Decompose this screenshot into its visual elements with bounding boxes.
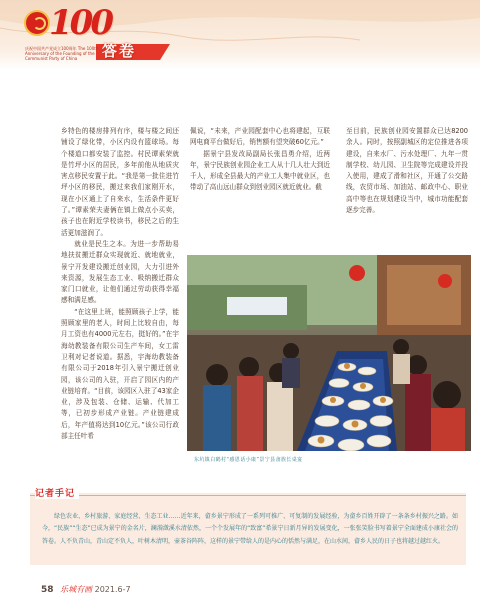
article-column-3 [346, 126, 468, 216]
article-paragraph: 据景宁县发改局副局长张昌勇介绍，近两年，景宁民族创业园企业工人从十几人壮大到近千人，形成全县最大的产业工人集中就业区，也带动了高山远山群众到创业园区就近就业。截 [190, 149, 330, 192]
editor-note-divider [30, 495, 466, 496]
issue-date: 2021.6-7 [94, 585, 131, 594]
article-paragraph: 乡特色的楼房排列有序，楼与楼之间还铺设了绿化带，小区内设有篮球场。每个楼道口都安装了监控。村民谭素荣就是竹坪小区的居民，多年前他从地质灾害点移民安置于此。“我是第一批住进竹坪小区的移民，搬过来我们家刚开水，现在小区通上了自来水，生活条件更好了。”谭素荣夫妻俩在镇上做点小买卖，孩子也在附近学校读书，移民之后的生活更加滋润了。 [61, 127, 179, 237]
editor-note-title: 记者手记 [35, 486, 79, 499]
article-paragraph: 至目前，民族创业园安置群众已达8200余人。同时，按照副城区的定位推进各项建设，自来水厂、污水处理厂、九年一贯制学校、幼儿园、卫生院等完成建设并投入使用，建成了滑和社区，开通了公交路线，农贸市场、加油站、邮政中心、职业高中等也在规划建设当中，城市功能配套逐步完善。 [346, 127, 468, 215]
anniversary-number: 100 [49, 3, 111, 43]
article-column-2 [190, 126, 330, 194]
page-header [0, 0, 480, 70]
banquet-photo-illustration [187, 255, 471, 451]
page-footer [41, 584, 131, 595]
editor-note-text: 绿色农业、乡村旅游、家庭经营、生态工业……近年来，畲乡景宁形成了一系列可推广、可复制的发展经验，为畲乡百姓开辟了一条条乡村振兴之路。如今，“民族”“生态”已成为景宁的金名片，澜漪潋溪水清依然，一个个发展年的“致富”希景宁日新月异的发展变化，一张张笑脸书写着景宁全面建成小康社会的答卷。人不负青山，青山定不负人，叶树木清明，壶茶谷阵阵，这样的景宁带给人的是内心的恬然与满足，在山水间，畲乡人民的日子也将越过越红火。 [42, 513, 458, 545]
anniversary-tagline: 庆祝中国共产党成立100周年 The 100th Anniversary of the Founding of the Communist Party of China [25, 46, 99, 61]
section-title: 答卷 [102, 42, 137, 60]
banquet-photo [187, 255, 471, 451]
photo-caption: 东坑镇白鹤村“感恩话小康”景宁县畲族长桌宴 [194, 457, 303, 463]
page-number: 58 [41, 585, 54, 595]
article-paragraph: “在这里上班，能照顾孩子上学，能照顾家里的老人，时间上比较自由，每月工资也有4000元左右，挺好的。”在宇海幼教装备有限公司生产车间，女工雷卫利对记者说道。据悉，宇海幼教装备有限公司于2018年引入景宁搬迁创业园，该公司的入驻，开启了园区内的产业链培育。“目前，该园区入驻了43家企业，涉及包装、仓储、运输、代加工等，已初步形成产业链。产业链建成后，年产值将达到10亿元。”该公司行政部主任叶希 [61, 307, 179, 441]
article-paragraph: 就业是民生之本。为进一步帮助易地扶贫搬迁群众实现就近、就地就业，景宁开发建设搬迁创业园，大力引进外来资源，发展生态工业、吸纳搬迁群众家门口就业，让他们通过劳动获得幸福感和满足感。 [61, 239, 179, 305]
magazine-name: 乐城有画 [60, 585, 93, 594]
article-column-1 [61, 126, 179, 442]
article-paragraph: 佩说，“未来，产业园配套中心也将建起，互联网电商平台做好后，销售额有望突破60亿元。” [190, 127, 330, 147]
party-emblem-icon [24, 10, 50, 36]
